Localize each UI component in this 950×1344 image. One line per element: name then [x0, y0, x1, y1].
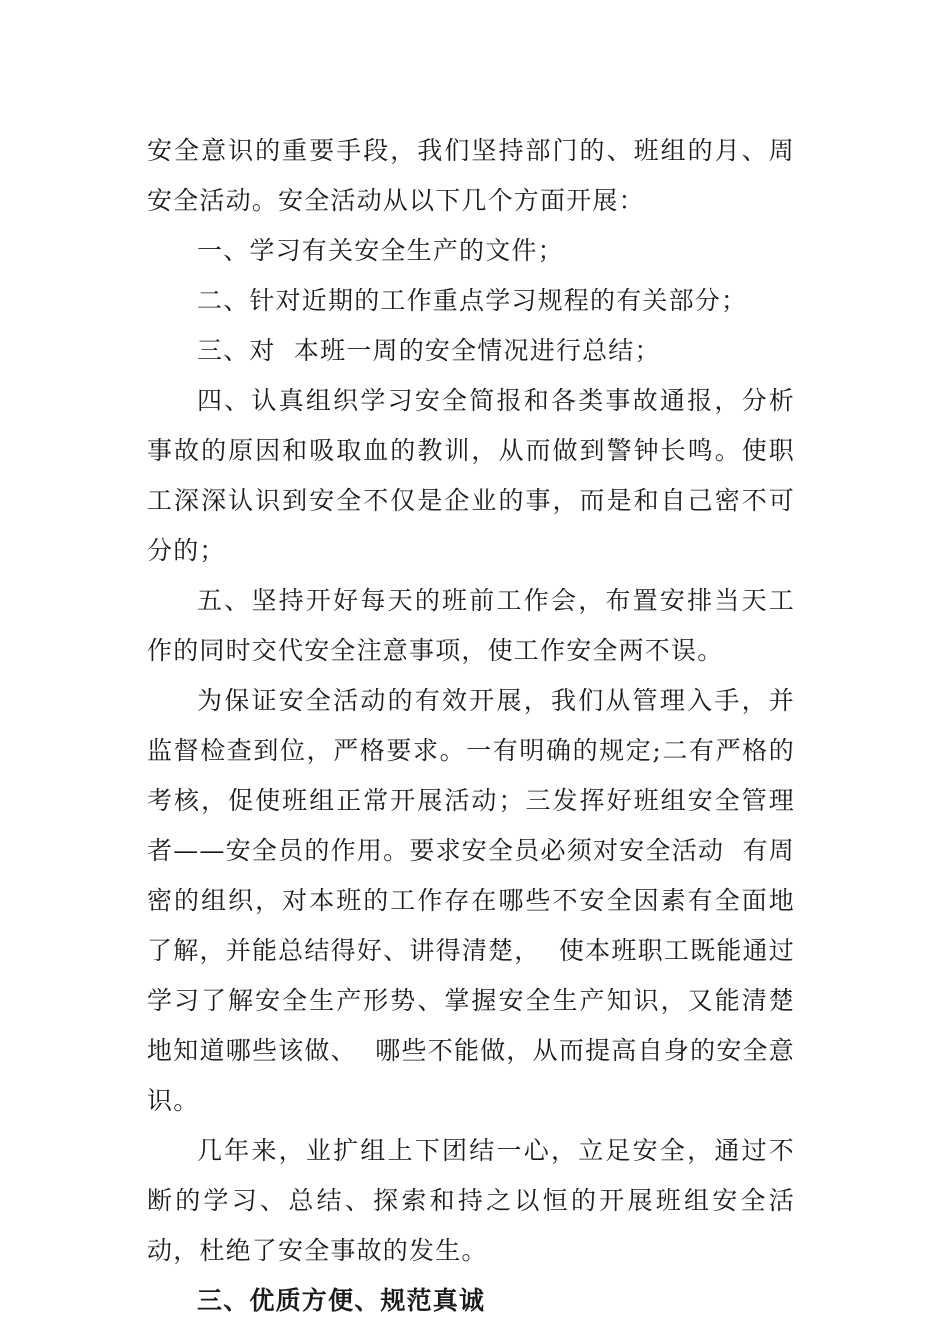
paragraph-item-4: 四、认真组织学习安全简报和各类事故通报，分析事故的原因和吸取血的教训，从而做到警钟长鸣。使职工深深认识到安全不仅是企业的事，而是和自己密不可分的；	[147, 386, 795, 565]
paragraph-summary: 几年来，业扩组上下团结一心，立足安全，通过不断的学习、总结、探索和持之以恒的开展班组安全活动，杜绝了安全事故的发生。	[147, 1136, 795, 1265]
paragraph-item-3: 三、对 本班一周的安全情况进行总结；	[197, 336, 661, 365]
paragraph-item-1: 一、学习有关安全生产的文件；	[197, 236, 564, 265]
paragraph-management: 为保证安全活动的有效开展，我们从管理入手，并监督检查到位，严格要求。一有明确的规定;二有严格的考核，促使班组正常开展活动；三发挥好班组安全管理者——安全员的作用。要求安全员必须对安全活动 有周密的组织，对本班的工作存在哪些不安全因素有全面地了解，并能总结得好、讲得清楚， 使本班职工既能通过学习了解安全生产形势、掌握安全生产知识，又能清楚地知道哪些该做、 哪些不能做，从而提高自身的安全意识。	[147, 686, 795, 1115]
document-body	[147, 126, 795, 1326]
paragraph-item-5: 五、坚持开好每天的班前工作会，布置安排当天工作的同时交代安全注意事项，使工作安全两不误。	[147, 586, 795, 665]
section-heading: 三、优质方便、规范真诚	[197, 1286, 486, 1315]
paragraph-item-2: 二、针对近期的工作重点学习规程的有关部分；	[197, 286, 748, 315]
paragraph-continuation: 安全意识的重要手段，我们坚持部门的、班组的月、周安全活动。安全活动从以下几个方面开展：	[147, 136, 795, 215]
